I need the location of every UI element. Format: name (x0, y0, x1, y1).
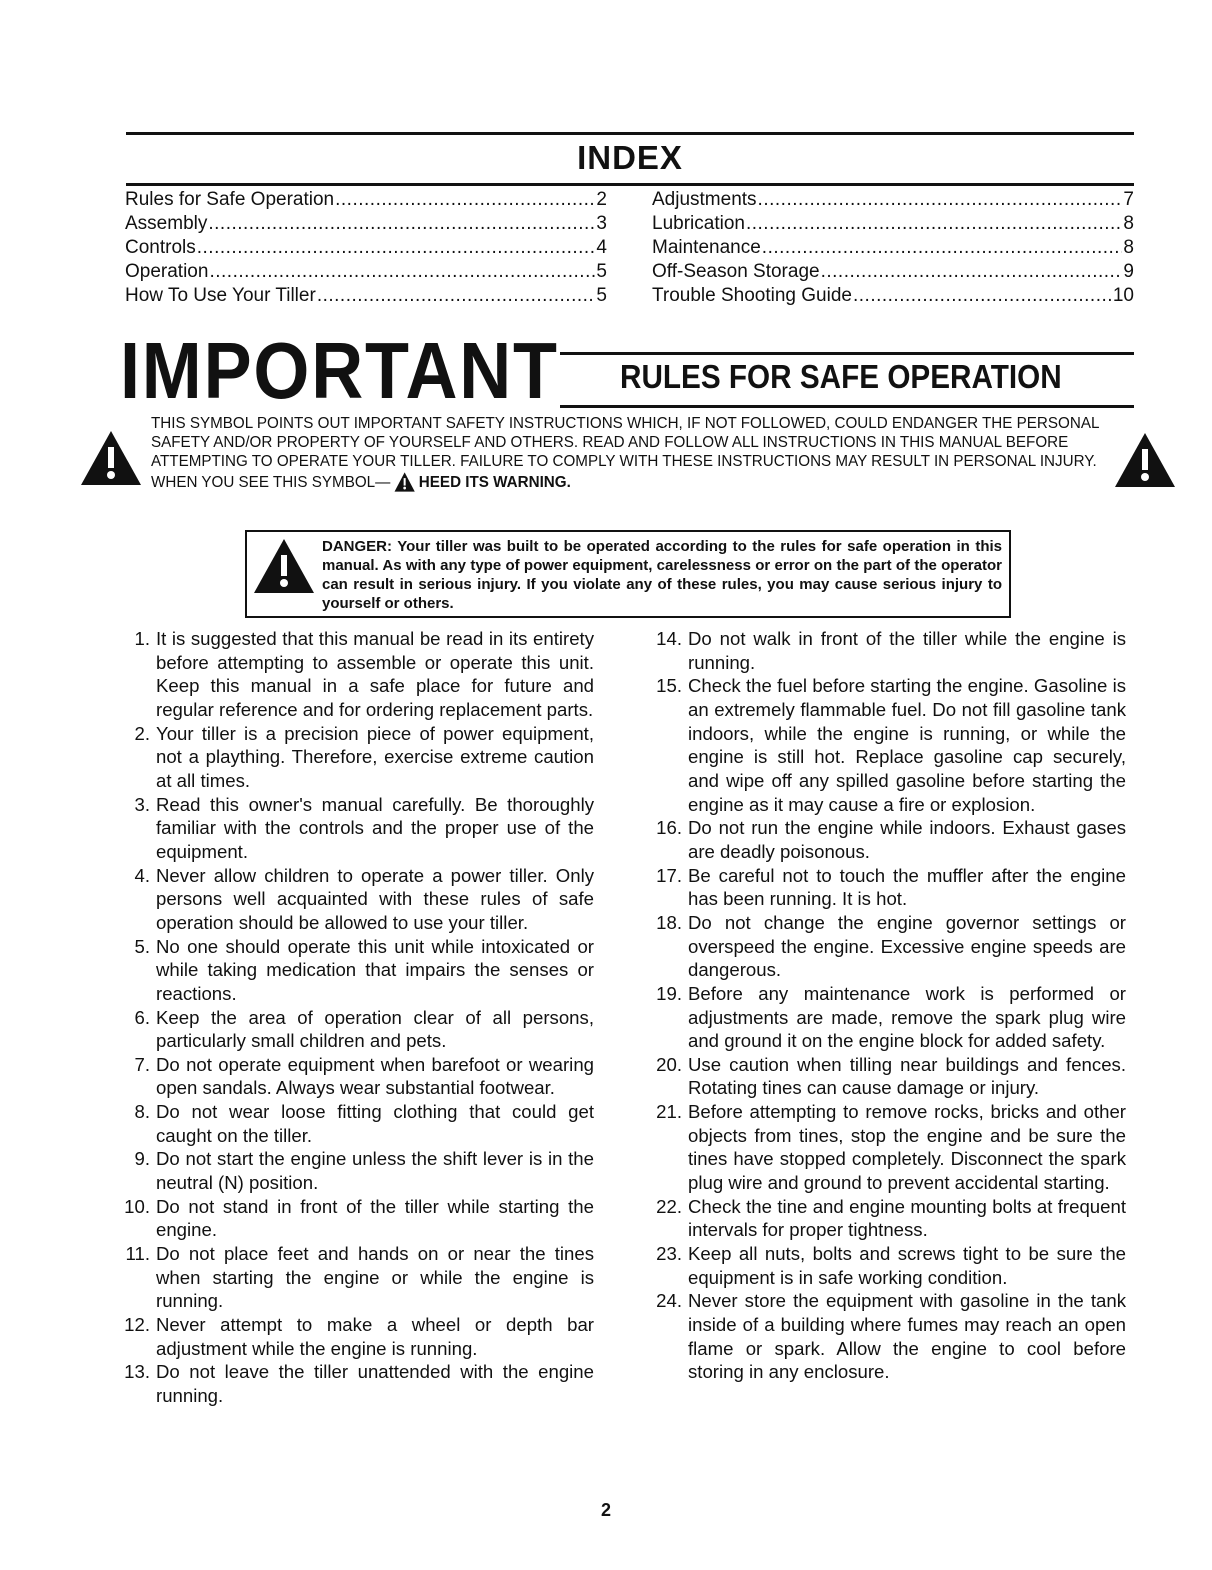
important-heading: IMPORTANT (120, 326, 559, 415)
index-entry: Lubrication ..... 8 (652, 212, 1134, 236)
rule-number: 6. (134, 1006, 150, 1028)
rule-number: 19. (656, 982, 682, 1004)
warning-triangle-icon (394, 471, 415, 493)
rule-text: Keep the area of operation clear of all persons, particularly small children and pets. (156, 1006, 594, 1052)
danger-text: DANGER: Your tiller was built to be operated according to the rules for safe operation in this manual. As with any type of power equipment, carelessness or error on the part of the operator can result in serious injury. If you violate any of these rules, you may cause serious injury to yourself or others. (322, 538, 1002, 612)
rule-text: Do not operate equipment when barefoot or wearing open sandals. Always wear substantial footwear. (156, 1053, 594, 1099)
rule-number: 14. (656, 628, 682, 649)
rule-number: 3. (134, 793, 150, 815)
rule-text: Do not start the engine unless the shift lever is in the neutral (N) position. (156, 1148, 594, 1194)
rule-text: Never store the equipment with gasoline in the tank inside of a building where fumes may reach an open flame or spark. Allow the engine to cool before storing in any enclosure. (688, 1290, 1126, 1383)
rule-item (114, 1242, 594, 1313)
safety-symbol-notice: THIS SYMBOL POINTS OUT IMPORTANT SAFETY INSTRUCTIONS WHICH, IF NOT FOLLOWED, COULD ENDANGER THE PERSONAL SAFETY AND/OR PROPERTY OF YOURSELF AND OTHERS. READ AND FOLLOW ALL INSTRUCTIONS IN THIS MANUAL BEFORE ATTEMPTING TO OPERATE YOUR TILLER. FAILURE TO COMPLY WITH THESE INSTRUCTIONS MAY RESULT IN PERSONAL INJURY. WHEN YOU SEE THIS SYMBOL— HEED ITS WARNING. (151, 415, 1099, 491)
rule-item (646, 816, 1126, 863)
rule-text: Do not place feet and hands on or near the tines when starting the engine or while the engine is running. (156, 1243, 594, 1312)
rule-text: Do not leave the tiller unattended with the engine running. (156, 1361, 594, 1406)
rule-number: 15. (656, 675, 682, 697)
warning-triangle-icon (1114, 432, 1176, 488)
rule-item (646, 1100, 1126, 1195)
rule-number: 8. (134, 1101, 150, 1123)
rule-number: 24. (656, 1290, 682, 1312)
rule-text: Your tiller is a precision piece of power equipment, not a plaything. Therefore, exercise extreme caution at all times. (156, 722, 594, 791)
rule-number: 22. (656, 1195, 682, 1217)
rule-item (114, 935, 594, 1006)
rule-number: 23. (656, 1243, 682, 1265)
index-entry: Operation ..... 5 (125, 260, 607, 284)
rule-item (646, 627, 1126, 674)
rule-text: Keep all nuts, bolts and screws tight to be sure the equipment is in safe working condition. (688, 1243, 1126, 1288)
rule-text: Before attempting to remove rocks, bricks and other objects from tines, stop the engine and be sure the tines have stopped completely. Disconnect the spark plug wire and ground to prevent accidental starting. (688, 1101, 1126, 1194)
top-rule (126, 132, 1134, 135)
rule-number: 18. (656, 911, 682, 933)
rule-text: It is suggested that this manual be read in its entirety before attempting to assemble or operate this unit. Keep this manual in a safe place for future and regular reference and for ordering replacement parts. (156, 628, 594, 720)
index-entry: Adjustments ..... 7 (652, 188, 1134, 212)
rule-number: 1. (134, 628, 150, 649)
index-entry: Controls ..... 4 (125, 236, 607, 260)
rule-text: Check the fuel before starting the engine. Gasoline is an extremely flammable fuel. Do not fill gasoline tank indoors, while the engine is running, or while the engine is still hot. Replace gasoline cap securely, and wipe off any spilled gasoline before starting the engine as it may cause a fire or explosion. (688, 675, 1126, 815)
rule-item (114, 1100, 594, 1147)
rule-number: 9. (134, 1148, 150, 1170)
rule-number: 11. (125, 1243, 150, 1265)
index-left-column (125, 188, 607, 308)
rule-item (114, 864, 594, 935)
index-entry: Maintenance ..... 8 (652, 236, 1134, 260)
rule-number: 16. (656, 817, 682, 839)
rule-item (646, 864, 1126, 911)
rule-number: 7. (134, 1053, 150, 1075)
rule-item (114, 722, 594, 793)
index-entry: Rules for Safe Operation ..... 2 (125, 188, 607, 212)
rule-item (646, 1242, 1126, 1289)
warning-triangle-icon (80, 430, 142, 486)
rule-text: No one should operate this unit while intoxicated or while taking medication that impairs the senses or reactions. (156, 935, 594, 1004)
index-entry: Assembly ..... 3 (125, 212, 607, 236)
rule-text: Never allow children to operate a power tiller. Only persons well acquainted with these rules of safe operation should be allowed to use your tiller. (156, 864, 594, 933)
rule-number: 5. (134, 935, 150, 957)
rule-text: Do not stand in front of the tiller while starting the engine. (156, 1195, 594, 1241)
rule-text: Do not walk in front of the tiller while the engine is running. (688, 628, 1126, 673)
rules-title: RULES FOR SAFE OPERATION (620, 358, 1062, 395)
rule-item (646, 982, 1126, 1053)
danger-triangle-icon (253, 537, 315, 595)
index-title: INDEX (577, 139, 683, 176)
rule-text: Use caution when tilling near buildings and fences. Rotating tines can cause damage or injury. (688, 1053, 1126, 1099)
rule-item (114, 1053, 594, 1100)
rule-item (646, 1289, 1126, 1384)
rule-number: 20. (656, 1053, 682, 1075)
rule-item (646, 1195, 1126, 1242)
rule-item (646, 1053, 1126, 1100)
rule-number: 13. (124, 1361, 150, 1383)
rule-text: Read this owner's manual carefully. Be thoroughly familiar with the controls and the proper use of the equipment. (156, 793, 594, 862)
rule-text: Never attempt to make a wheel or depth bar adjustment while the engine is running. (156, 1314, 594, 1359)
rule-number: 2. (134, 722, 150, 744)
rule-number: 12. (124, 1314, 150, 1336)
rule-item (114, 1360, 594, 1407)
rules-right-column (646, 627, 1126, 1384)
rule-item (114, 1313, 594, 1360)
rules-left-column (114, 627, 594, 1408)
rule-number: 17. (656, 864, 682, 886)
rule-item (114, 1006, 594, 1053)
rule-number: 4. (134, 864, 150, 886)
rule-item (646, 911, 1126, 982)
rule-item (114, 627, 594, 722)
rule-text: Be careful not to touch the muffler after the engine has been running. It is hot. (688, 864, 1126, 910)
rule-text: Check the tine and engine mounting bolts at frequent intervals for proper tightness. (688, 1195, 1126, 1241)
index-entry: Off-Season Storage ..... 9 (652, 260, 1134, 284)
rule-text: Do not wear loose fitting clothing that could get caught on the tiller. (156, 1101, 594, 1146)
index-entry: Trouble Shooting Guide ..... 10 (652, 284, 1134, 308)
index-rule (126, 183, 1134, 186)
rule-item (114, 1195, 594, 1242)
rule-number: 21. (656, 1101, 682, 1123)
index-entry: How To Use Your Tiller ..... 5 (125, 284, 607, 308)
rule-item (114, 793, 594, 864)
rule-item (114, 1147, 594, 1194)
rule-number: 10. (124, 1195, 150, 1217)
index-right-column (652, 188, 1134, 308)
rule-text: Do not run the engine while indoors. Exhaust gases are deadly poisonous. (688, 817, 1126, 862)
page-number: 2 (600, 1500, 611, 1520)
rule-text: Do not change the engine governor settings or overspeed the engine. Excessive engine speeds are dangerous. (688, 911, 1126, 981)
rule-text: Before any maintenance work is performed or adjustments are made, remove the spark plug wire and ground it on the engine block for added safety. (688, 982, 1126, 1052)
rule-item (646, 674, 1126, 816)
